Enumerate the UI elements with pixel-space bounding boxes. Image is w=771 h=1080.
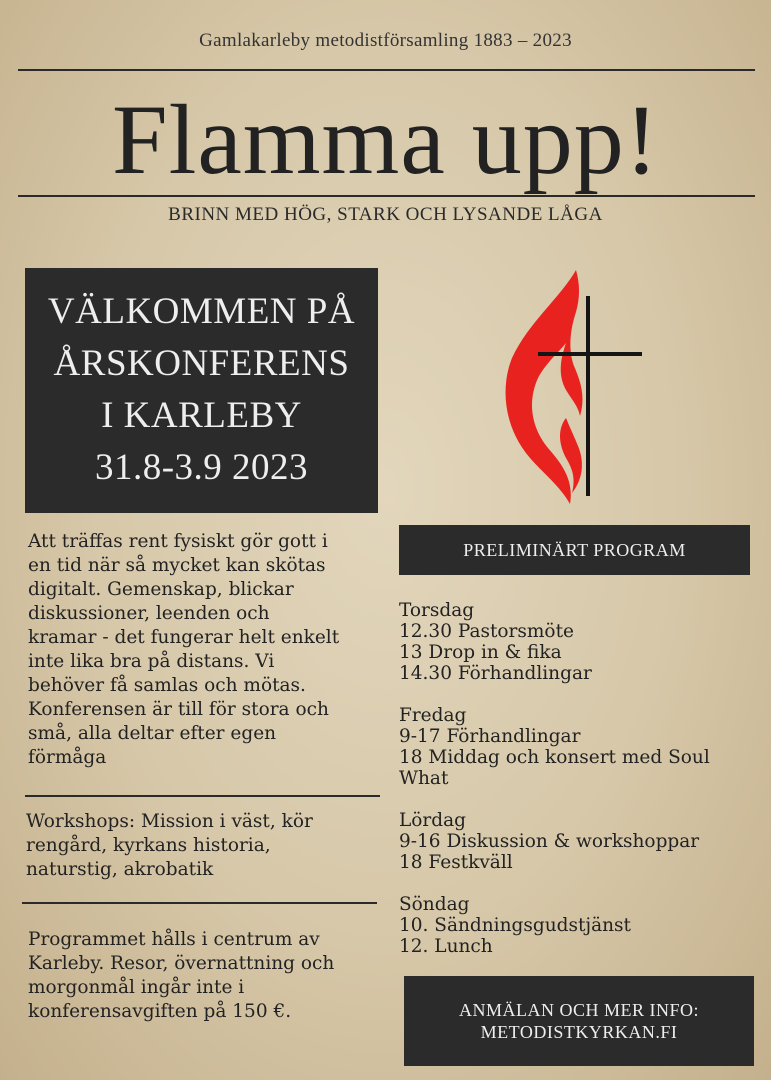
text-line: kramar - det fungerar helt enkelt bbox=[28, 627, 340, 648]
welcome-dates: 31.8-3.9 2023 bbox=[94, 447, 309, 488]
schedule-item: 12.30 Pastorsmöte bbox=[399, 621, 574, 642]
schedule-item: 14.30 Förhandlingar bbox=[399, 663, 592, 684]
header-top-rule bbox=[18, 69, 755, 71]
signup-label: ANMÄLAN OCH MER INFO: bbox=[458, 1000, 699, 1020]
poster-subtitle: BRINN MED HÖG, STARK OCH LYSANDE LÅGA bbox=[168, 204, 603, 225]
text-line: Att träffas rent fysiskt gör gott i bbox=[28, 531, 328, 552]
cross-vertical bbox=[586, 296, 590, 496]
text-line: Karleby. Resor, övernattning och bbox=[28, 953, 335, 974]
day-block-sunday bbox=[399, 894, 759, 957]
schedule-item: What bbox=[399, 768, 449, 789]
welcome-line: I KARLEBY bbox=[101, 395, 302, 436]
day-name: Torsdag bbox=[399, 600, 475, 621]
text-line: konferensavgiften på 150 €. bbox=[28, 1001, 292, 1022]
text-line: morgonmål ingår inte i bbox=[28, 977, 245, 998]
text-line: naturstig, akrobatik bbox=[26, 859, 214, 880]
text-line: Programmet hålls i centrum av bbox=[28, 929, 320, 950]
day-block-saturday bbox=[399, 810, 759, 873]
signup-info-box bbox=[404, 976, 754, 1066]
schedule-item: 9-17 Förhandlingar bbox=[399, 726, 581, 747]
signup-website: METODISTKYRKAN.FI bbox=[480, 1022, 678, 1042]
program-schedule bbox=[399, 600, 759, 978]
intro-paragraph bbox=[28, 530, 380, 770]
welcome-line: ÅRSKONFERENS bbox=[53, 343, 350, 384]
text-line: förmåga bbox=[28, 747, 107, 768]
schedule-item: 10. Sändningsgudstjänst bbox=[399, 915, 631, 936]
cross-and-flame-icon bbox=[500, 268, 650, 508]
text-line: en tid när så mycket kan skötas bbox=[28, 555, 326, 576]
church-name-header: Gamlakarleby metodistförsamling 1883 – 2023 bbox=[199, 30, 572, 51]
schedule-item: 18 Middag och konsert med Soul bbox=[399, 747, 710, 768]
divider bbox=[22, 902, 377, 904]
welcome-box bbox=[25, 268, 378, 513]
poster-title: Flamma upp! bbox=[111, 84, 660, 195]
workshops-paragraph bbox=[26, 810, 378, 882]
schedule-item: 9-16 Diskussion & workshoppar bbox=[399, 831, 700, 852]
program-heading: PRELIMINÄRT PROGRAM bbox=[463, 539, 686, 560]
day-block-thursday bbox=[399, 600, 759, 684]
schedule-item: 18 Festkväll bbox=[399, 852, 513, 873]
divider bbox=[25, 795, 380, 797]
text-line: rengård, kyrkans historia, bbox=[26, 835, 271, 856]
day-name: Lördag bbox=[399, 810, 466, 831]
header-bottom-rule bbox=[18, 195, 755, 197]
text-line: behöver få samlas och mötas. bbox=[28, 675, 306, 696]
schedule-item: 13 Drop in & fika bbox=[399, 642, 562, 663]
day-name: Söndag bbox=[399, 894, 470, 915]
text-line: Workshops: Mission i väst, kör bbox=[26, 811, 313, 832]
welcome-line: VÄLKOMMEN PÅ bbox=[47, 291, 356, 332]
text-line: digitalt. Gemenskap, blickar bbox=[28, 579, 294, 600]
flame-icon bbox=[506, 270, 583, 504]
day-name: Fredag bbox=[399, 705, 467, 726]
practical-info-paragraph bbox=[28, 928, 380, 1024]
text-line: små, alla deltar efter egen bbox=[28, 723, 277, 744]
text-line: Konferensen är till för stora och bbox=[28, 699, 329, 720]
schedule-item: 12. Lunch bbox=[399, 936, 493, 957]
text-line: diskussioner, leenden och bbox=[28, 603, 270, 624]
text-line: inte lika bra på distans. Vi bbox=[28, 651, 275, 672]
cross-horizontal bbox=[538, 352, 642, 356]
day-block-friday bbox=[399, 705, 759, 789]
program-heading-box bbox=[399, 525, 750, 575]
